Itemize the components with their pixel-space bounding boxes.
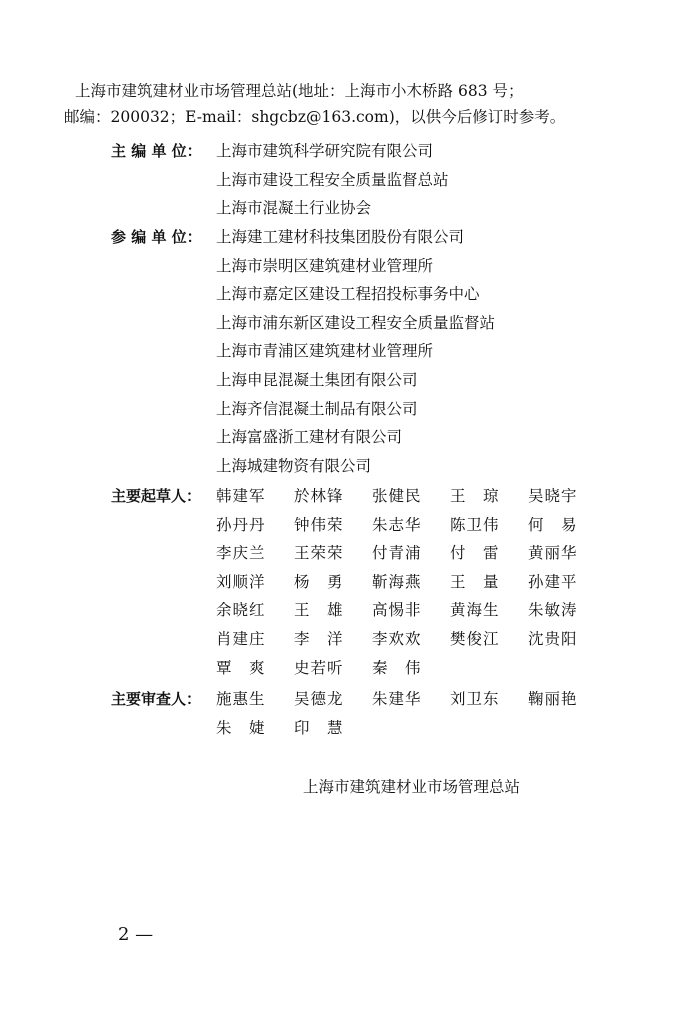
reviewer-name: 鞠丽艳 (528, 690, 578, 708)
drafter-name: 王 雄 (294, 601, 344, 620)
drafter-name: 黄丽华 (528, 544, 578, 563)
drafter-name: 靳海燕 (372, 572, 422, 591)
participating-editor-org: 上海市崇明区建筑建材业管理所 (216, 256, 434, 275)
drafter-name: 於林锋 (294, 487, 344, 505)
drafter-name: 樊俊江 (450, 629, 500, 648)
participating-editors-section (111, 223, 495, 480)
drafter-name: 王荣荣 (294, 544, 344, 563)
drafter-name: 孙建平 (528, 572, 578, 591)
drafter-name: 付青浦 (372, 544, 422, 563)
participating-editor-org: 上海城建物资有限公司 (216, 456, 372, 475)
participating-editor-org: 上海市青浦区建筑建材业管理所 (216, 342, 434, 361)
footer-organization: 上海市建筑建材业市场管理总站 (303, 778, 521, 796)
drafters-grid (216, 482, 606, 682)
chief-editor-org: 上海市建设工程安全质量监督总站 (216, 170, 449, 189)
participating-editor-org: 上海建工建材科技集团股份有限公司 (216, 228, 465, 246)
drafter-name: 刘顺洋 (216, 572, 266, 591)
reviewers-section (111, 685, 606, 742)
reviewer-name: 刘卫东 (450, 690, 500, 708)
drafter-name: 秦 伟 (372, 658, 422, 677)
participating-editor-org: 上海齐信混凝土制品有限公司 (216, 399, 418, 418)
intro-line-2: 邮编：200032；E-mail：shgcbz@163.com)，以供今后修订时参考。 (64, 108, 566, 126)
drafter-name: 陈卫伟 (450, 515, 500, 534)
drafter-name: 余晓红 (216, 601, 266, 620)
participating-editor-org: 上海富盛浙工建材有限公司 (216, 428, 403, 447)
drafter-name: 李欢欢 (372, 629, 422, 648)
reviewer-name: 朱 婕 (216, 718, 266, 737)
drafter-name: 孙丹丹 (216, 515, 266, 534)
drafter-name: 韩建军 (216, 487, 266, 505)
intro-line-1: 上海市建筑建材业市场管理总站(地址：上海市小木桥路 683 号； (75, 82, 524, 100)
drafter-name: 史若听 (294, 658, 344, 677)
reviewer-name: 吴德龙 (294, 690, 344, 708)
drafter-name: 杨 勇 (294, 572, 344, 591)
reviewers-label: 主要审查人： (111, 690, 202, 708)
chief-editor-org: 上海市混凝土行业协会 (216, 199, 372, 218)
drafter-name: 李庆兰 (216, 544, 266, 563)
drafter-name: 高惕非 (372, 601, 422, 620)
drafter-name: 朱敏涛 (528, 601, 578, 620)
chief-editors-section (111, 137, 449, 223)
drafter-name: 王 琼 (450, 487, 500, 505)
intro-paragraph (64, 78, 635, 130)
reviewer-name: 施惠生 (216, 690, 266, 708)
drafter-name: 覃 爽 (216, 658, 266, 677)
participating-editors-list (216, 223, 495, 480)
reviewer-name: 印 慧 (294, 718, 344, 737)
drafter-name: 朱志华 (372, 515, 422, 534)
drafter-name: 李 洋 (294, 629, 344, 648)
reviewer-name: 朱建华 (372, 690, 422, 708)
drafter-name: 王 量 (450, 572, 500, 591)
participating-editor-org: 上海市嘉定区建设工程招投标事务中心 (216, 285, 480, 304)
drafter-name: 肖建庄 (216, 629, 266, 648)
drafters-section (111, 482, 606, 682)
chief-editor-org: 上海市建筑科学研究院有限公司 (216, 142, 434, 160)
participating-editor-org: 上海申昆混凝土集团有限公司 (216, 370, 418, 389)
drafters-label: 主要起草人： (111, 487, 202, 505)
participating-editor-org: 上海市浦东新区建设工程安全质量监督站 (216, 313, 496, 332)
drafter-name: 钟伟荣 (294, 515, 344, 534)
chief-editors-label: 主 编 单 位： (111, 142, 202, 160)
drafter-name: 吴晓宇 (528, 487, 578, 505)
participating-editors-label: 参 编 单 位： (111, 228, 202, 246)
chief-editors-list (216, 137, 449, 223)
reviewers-grid (216, 685, 606, 742)
drafter-name: 何 易 (528, 515, 578, 534)
page-number: 2 — (118, 924, 154, 945)
drafter-name: 张健民 (372, 487, 422, 505)
drafter-name: 沈贵阳 (528, 629, 578, 648)
drafter-name: 付 雷 (450, 544, 500, 563)
drafter-name: 黄海生 (450, 601, 500, 620)
